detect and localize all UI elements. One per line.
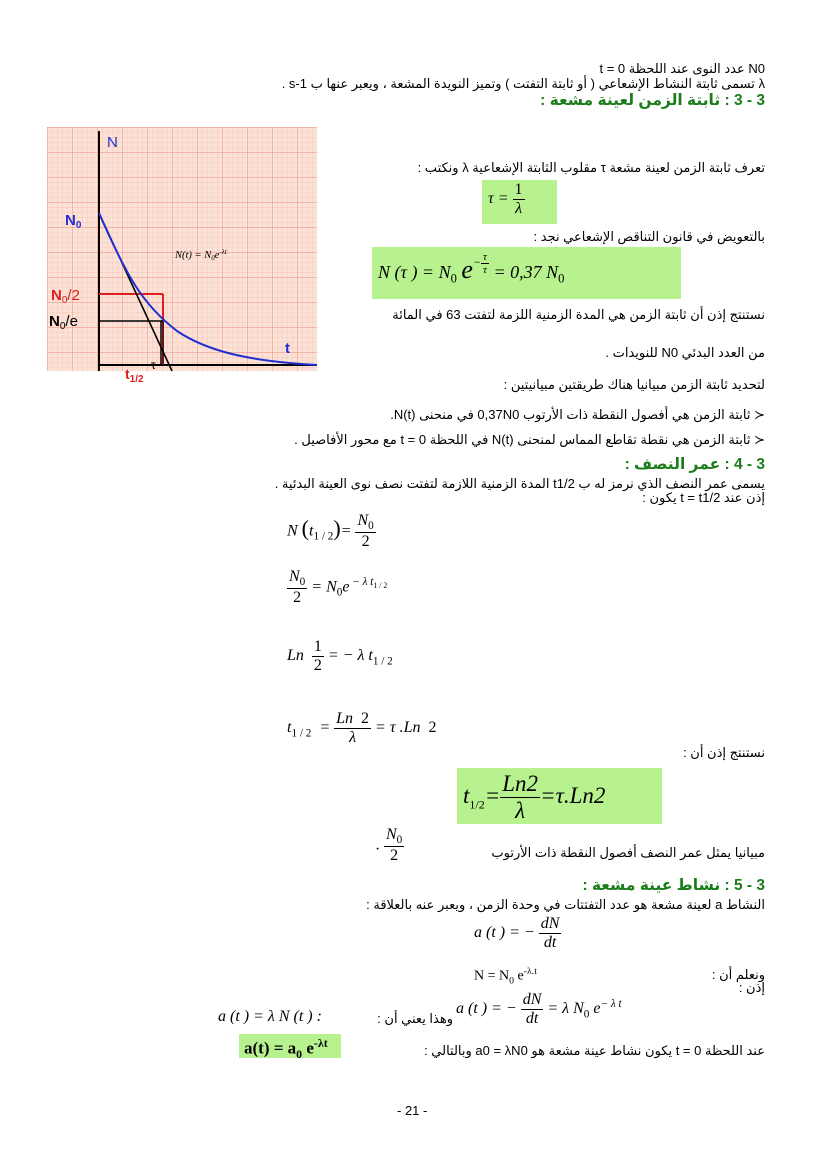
eq-half-3: Ln $\frac{1}{2}$ = − λ $t_{1 / 2}$	[287, 638, 393, 674]
bullet-arrow-icon: ≺	[750, 432, 765, 447]
label-n0-half: $N_0/2$	[51, 287, 80, 306]
tau-formula: τ = $\frac{1}{\lambda}$	[488, 181, 523, 217]
n0-definition: N0 عدد النوى عند اللحظة t = 0	[599, 61, 765, 76]
exponential-law: $N = N_0$ $e^{-\lambda.t}$	[474, 966, 537, 987]
method-bullet-1: ≺ ثابتة الزمن هي أفصول النقطة ذات الأرتوب 0,37N0 في منحنى N(t).	[390, 407, 765, 422]
eq-half-2: $\frac{N_0}{2}$ = $N_0e$ $^{- \lambda t_{1 / 2}}$	[289, 568, 388, 607]
half-ordinate-fraction: . $\frac{N_0}{2}$	[376, 826, 403, 865]
time-constant-definition: تعرف ثابتة الزمن لعينة مشعة τ مقلوب الثابتة الإشعاعية λ ونكتب :	[417, 160, 765, 175]
eq-half-1: N $(t_{1 / 2})=$ $\frac{N_0}{2}$	[287, 512, 374, 551]
section-title-half-life: 3 - 4 : عمر النصف :	[624, 456, 765, 473]
axis-label-n: N	[107, 134, 118, 151]
eq-half-4: $t_{1 / 2}$ = $\frac{Ln 2}{\lambda}$ = τ .Ln 2	[287, 710, 437, 746]
activity-final-formula: $a(t) = a_0$ $e^{-\lambda t}$	[244, 1036, 328, 1062]
curve-equation: $N(t) = N0e^{-\lambda t}$	[175, 248, 227, 262]
section-title-time-constant: 3 - 3 : ثابتة الزمن لعينة مشعة :	[540, 92, 765, 109]
activity-proportional: a (t ) = λ N (t ) :	[218, 1008, 322, 1025]
half-life-graph-note: مبيانيا يمثل عمر النصف أفصول النقطة ذات الأرتوب	[491, 845, 765, 860]
activity-definition: النشاط a لعينة مشعة هو عدد التفتتات في وحدة الزمن ، ويعبر عنه بالعلاقة :	[366, 897, 765, 912]
label-t-half: $t_{1/2}$	[125, 366, 144, 385]
substitution-text: بالتعويض في قانون التناقص الإشعاعي نجد :	[533, 229, 765, 244]
half-life-definition: يسمى عمر النصف الذي نرمز له ب t1/2 المدة الزمنية اللازمة لتفتت نصف نوى العينة البدئية .	[274, 476, 765, 491]
label-tau: τ	[151, 358, 156, 372]
n-tau-formula: N (τ ) = $N_0$ e− $\frac{\tau}{\tau}$ = 0,37 $N_0$	[378, 251, 565, 286]
half-life-formula: $t_{1/2}=$ $\frac{Ln2}{\lambda}$ =τ.Ln2	[463, 771, 606, 823]
lambda-definition: λ تسمى ثابتة النشاط الإشعاعي ( أو ثابتة التفتت ) وتميز النويدة المشعة ، ويعبر عنها ب s-1 .	[281, 76, 765, 91]
half-life-condition: إذن عند t = t1/2 يكون :	[642, 490, 765, 505]
activity-derivation: a (t ) = − $\frac{dN}{dt}$ = λ $N_0$ $e^{- \lambda t}$	[456, 991, 622, 1027]
label-n0-e: $N_0/e$	[49, 313, 78, 332]
label-n0: $N_0$	[65, 212, 82, 231]
therefore-text: إذن :	[738, 980, 765, 995]
section-title-activity: 3 - 5 : نشاط عينة مشعة :	[582, 877, 765, 894]
conclusion-text: نستنتج إذن أن :	[683, 745, 765, 760]
decay-graph	[47, 127, 317, 385]
bullet-arrow-icon: ≺	[750, 407, 765, 422]
graph-methods-intro: لتحديد ثابتة الزمن مبيانيا هناك طريقتين مبيانيتين :	[503, 377, 765, 392]
activity-formula: a (t ) = − $\frac{dN}{dt}$	[474, 915, 560, 951]
initial-number-text: من العدد البدئي N0 للنويدات .	[605, 345, 765, 360]
initial-activity-text: عند اللحظة t = 0 يكون نشاط عينة مشعة هو a0 = λN0 وبالتالي :	[424, 1043, 765, 1058]
meaning-text: وهذا يعني أن :	[377, 1011, 453, 1026]
conclusion-63-percent: نستنتج إذن أن ثابتة الزمن هي المدة الزمنية اللزمة لتفتت 63 في المائة	[392, 307, 765, 322]
we-know-text: ونعلم أن :	[711, 967, 765, 982]
method-bullet-2: ≺ ثابتة الزمن هي نقطة تقاطع المماس لمنحنى N(t) في اللحظة t = 0 مع محور الأفاصيل .	[294, 432, 765, 447]
axis-label-t: t	[285, 340, 290, 357]
page-number: - 21 -	[397, 1103, 428, 1118]
